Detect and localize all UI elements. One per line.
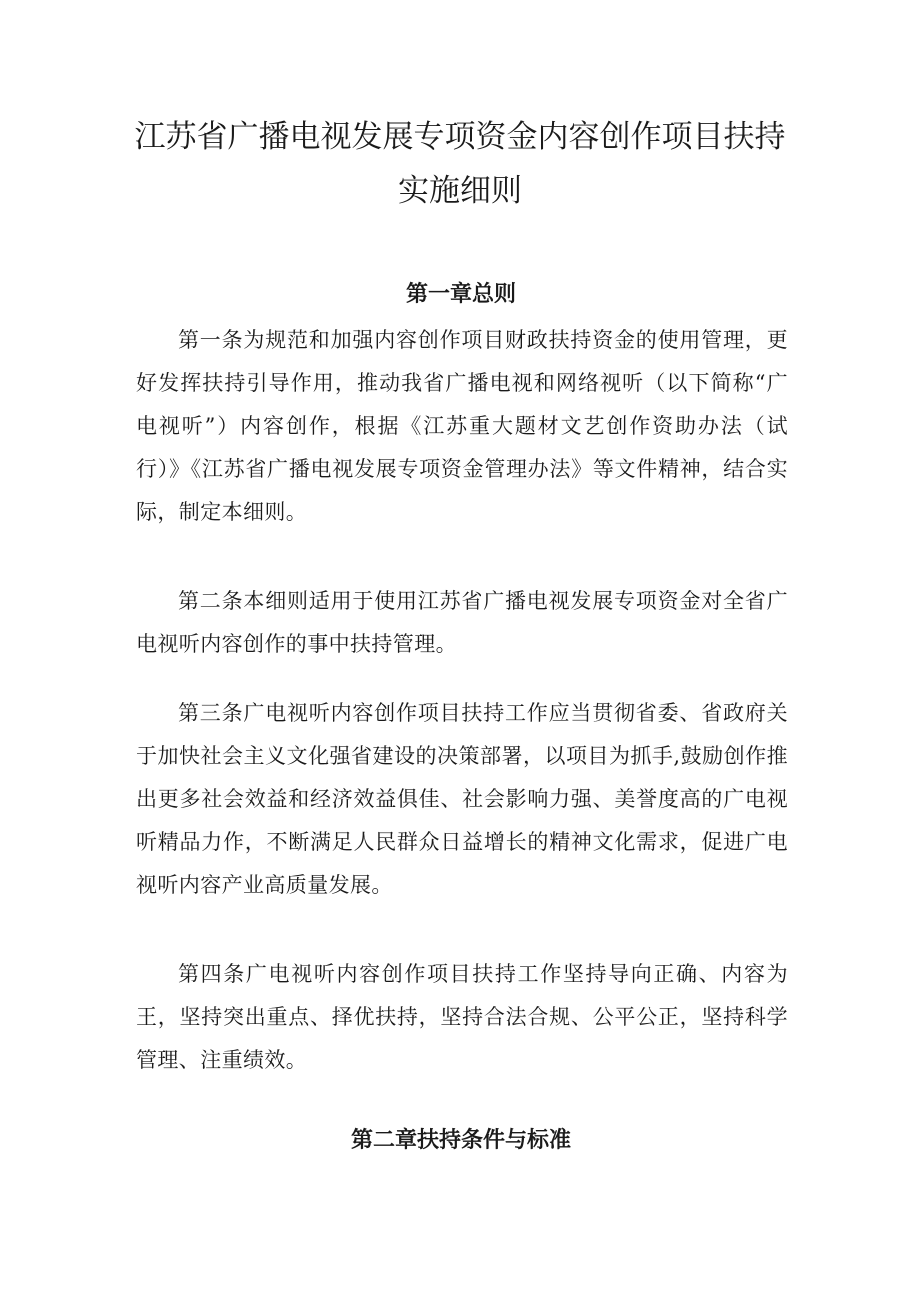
article-3: 第三条广电视听内容创作项目扶持工作应当贯彻省委、省政府关于加快社会主义文化强省建设的决策部署，以项目为抓手,鼓励创作推出更多社会效益和经济效益俱佳、社会影响力强、美誉度高的广电视听精品力作，不断满足人民群众日益增长的精神文化需求，促进广电视听内容产业高质量发展。	[136, 701, 788, 897]
chapter-heading-1: 第一章总则	[405, 281, 516, 307]
article-1: 第一条为规范和加强内容创作项目财政扶持资金的使用管理，更好发挥扶持引导作用，推动我省广播电视和网络视听（以下简称“广电视听”）内容创作，根据《江苏重大题材文艺创作资助办法（试行）》《江苏省广播电视发展专项资金管理办法》等文件精神，结合实际，制定本细则。	[136, 328, 788, 524]
chapter-heading-2: 第二章扶持条件与标准	[350, 1127, 571, 1153]
document-title: 江苏省广播电视发展专项资金内容创作项目扶持实施细则	[134, 119, 786, 209]
article-4: 第四条广电视听内容创作项目扶持工作坚持导向正确、内容为王，坚持突出重点、择优扶持，坚持合法合规、公平公正，坚持科学管理、注重绩效。	[136, 962, 788, 1072]
article-2: 第二条本细则适用于使用江苏省广播电视发展专项资金对全省广电视听内容创作的事中扶持管理。	[136, 589, 788, 656]
